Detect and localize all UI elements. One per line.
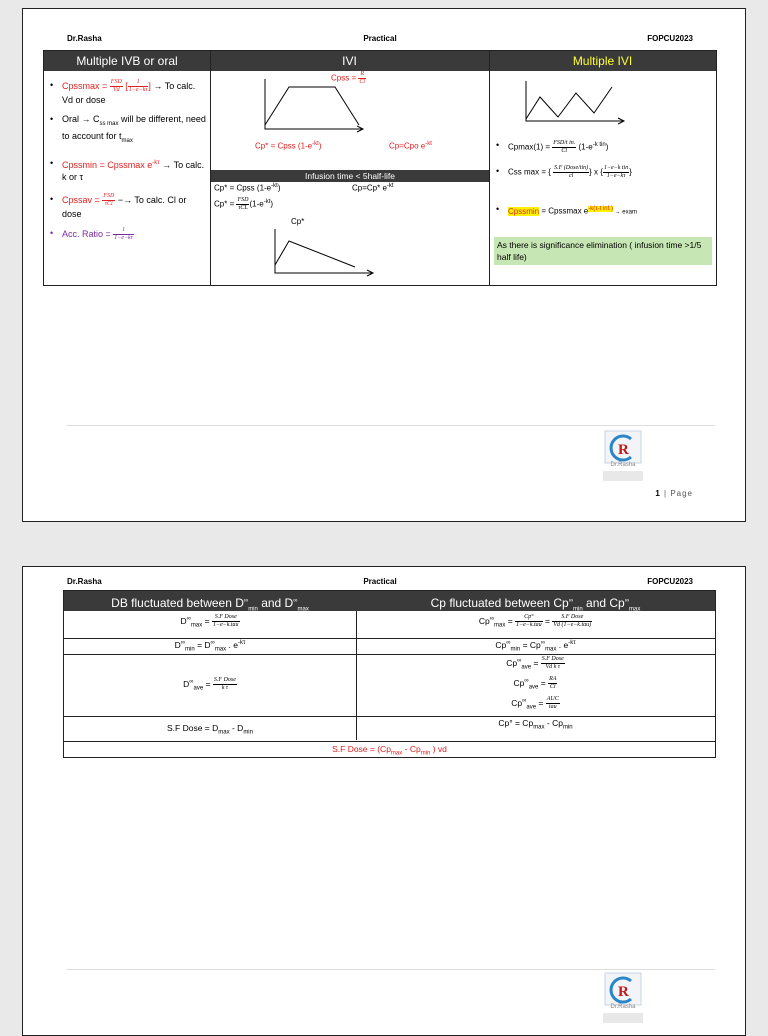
cpave-equation-2: $Cp^\infty_{ave}$ = $\frac{RA}{Cl}$ <box>513 676 557 691</box>
cpmax-equation: $Cp^\infty_{max}$ = $\frac{Cp^\circ}{\text{1−e−k.tau}}$ = $\frac{\text{S.F Dose}}{\text{Vd (1−e−k.tau)}}$ <box>478 614 592 629</box>
sf-dose-equation: S.F Dose = $D_{max} - D_{min}$ <box>167 723 253 736</box>
row-divider <box>64 638 715 639</box>
list-item: • Oral → $C_{ss max}$ will be different, need to account for $t_{max}$ <box>50 114 206 144</box>
list-item: • Css max = { $\frac{\text{S.F (Dose/tin)}}{cl}$ } x { $\frac{\text{1−e−k tin}}{1-e-k\tau}$ } <box>496 165 632 179</box>
row-divider <box>64 741 715 742</box>
fraction: $\frac{\text{S.F Dose}}{\text{Vd k τ}}$ <box>541 656 564 670</box>
fluctuation-table <box>63 590 716 758</box>
highlighted-cpssmin: Cpssmin <box>508 206 540 216</box>
fraction: $\frac{RA}{Cl}$ <box>549 676 557 690</box>
page-header <box>67 577 693 589</box>
cpssmax-label: Cpssmax = <box>62 80 108 91</box>
fraction: $\frac{Cp^\circ}{\text{1−e−k.tau}}$ <box>516 614 542 628</box>
list-item: • Cpmax(1) = $\frac{\text{FSD/t in.}}{Cl}$ $(1-e^{-k tin})$ <box>496 140 609 155</box>
cp-star-equation-2: Cp* = Cpss $(1-e^{-kt})$ <box>214 183 281 193</box>
cpss-equation: Cpss = $\frac{R}{Cl}$ <box>331 71 366 85</box>
header-title: Practical <box>363 577 397 586</box>
header-author: Dr.Rasha <box>67 34 102 43</box>
header-code: FOPCU2023 <box>647 34 693 43</box>
header-code: FOPCU2023 <box>647 577 693 586</box>
header-author: Dr.Rasha <box>67 577 102 586</box>
col-multiple-ivb <box>44 71 210 285</box>
footer-divider <box>67 425 715 426</box>
fraction: $\frac{1}{1-e-k\tau}$ <box>128 79 148 93</box>
sf-dose-vd-equation: S.F Dose = ($Cp_{max} - Cp_{min}$ ) vd <box>332 744 447 757</box>
page-1 <box>22 8 746 522</box>
fraction: $\frac{\text{S.F (Dose/tin)}}{cl}$ <box>554 165 589 179</box>
fraction: $\frac{1}{1-e-k\tau}$ <box>114 226 133 241</box>
graph-label-cp-star: Cp* <box>291 217 305 226</box>
fraction: $\frac{\text{FSD}}{\text{τCL}}$ <box>237 197 249 211</box>
short-infusion-graph <box>269 227 379 279</box>
fraction: $\frac{\text{FSD}}{Vd}$ <box>110 79 122 93</box>
header-cp-fluctuated: Cp fluctuated between $Cp^\infty_{min}$ and $Cp^\infty_{max}$ <box>430 596 641 613</box>
fraction: $\frac{\text{1−e−k tin}}{1-e-k\tau}$ <box>603 165 629 179</box>
fraction: $\frac{\text{FSD/t in.}}{Cl}$ <box>553 140 576 155</box>
fraction: $\frac{\text{S.F Dose}}{\text{k τ}}$ <box>213 677 236 691</box>
header-db-fluctuated: DB fluctuated between $D^\infty_{min}$ and $D^\infty_{max}$ <box>111 596 309 613</box>
dave-equation: $D^\infty_{ave}$ = $\frac{\text{S.F Dose}}{\text{k τ}}$ <box>183 677 236 692</box>
cp-decay-equation-2: Cp=Cp* $e^{-kt}$ <box>352 183 394 193</box>
list-item: • Cpssav = $\frac{\text{FSD}}{\text{τCl}}$ −→ To calc. Cl or dose <box>50 192 187 219</box>
ivb-ivi-table <box>43 50 717 286</box>
header-title: Practical <box>363 34 397 43</box>
col-multiple-ivi <box>490 71 716 285</box>
svg-text:R: R <box>618 442 629 458</box>
cpmin-equation: $Cp^\infty_{min} = Cp^\infty_{max}$ . $e^{-k\tau}$ <box>495 640 576 653</box>
cp-zero-equation: $Cp^\circ = Cp_{max} - Cp_{min}$ <box>498 718 573 731</box>
list-item: • Acc. Ratio = $\frac{1}{1-e-k\tau}$ <box>50 226 133 241</box>
logo-caption: Dr.Rasha <box>610 1004 636 1010</box>
fraction: $\frac{\text{FSD}}{\text{τCl}}$ <box>103 192 115 207</box>
table-header-row <box>64 591 715 611</box>
header-multiple-ivb: Multiple IVB or oral <box>76 54 178 68</box>
page-header <box>67 34 693 46</box>
cp-star-fsd-equation: Cp* = $\frac{\text{FSD}}{\text{τCL}}$ $(1-e^{-kt})$ <box>214 197 274 211</box>
infusion-time-bar: Infusion time < 5half-life <box>211 170 489 182</box>
list-item: • Cpssmin = Cpssmax $e^{-k\tau} \to To$ calc. k or τ <box>50 157 205 182</box>
fraction: $\frac{\text{S.F Dose}}{\text{Vd (1−e−k.tau)}}$ <box>553 614 592 628</box>
footer-divider <box>67 969 715 970</box>
cpave-equation-1: $Cp^\infty_{ave}$ = $\frac{\text{S.F Dose}}{\text{Vd k τ}}$ <box>506 656 564 671</box>
logo-caption: Dr.Rasha <box>610 462 636 468</box>
list-item: • Cpssmax = $\frac{\text{FSD}}{Vd}$ [ $\frac{1}{1-e-k\tau}$ ] → To calc. Vd or dose <box>50 79 196 105</box>
fraction: $\frac{R}{Cl}$ <box>359 71 366 85</box>
fraction: $\frac{\text{AUC}}{\text{tau}}$ <box>546 696 559 710</box>
table-header-row <box>44 51 716 71</box>
logo-icon <box>601 429 645 481</box>
header-multiple-ivi: Multiple IVI <box>572 54 633 68</box>
cpssmax-purpose: → To calc. Vd or dose <box>62 80 196 105</box>
dr-rasha-logo <box>601 429 645 481</box>
dmin-equation: $D^\infty_{min} = D^\infty_{max}$ . $e^{-k\tau}$ <box>174 640 246 653</box>
header-ivi: IVI <box>342 54 357 68</box>
row-divider <box>64 654 715 655</box>
cp-decay-equation: Cp=Cpo $e^{-kt}$ <box>389 141 432 151</box>
row-divider <box>64 716 715 717</box>
multiple-infusion-graph <box>520 79 630 127</box>
svg-text:R: R <box>618 984 629 1000</box>
logo-icon <box>601 971 645 1023</box>
page-2 <box>22 566 746 1036</box>
fraction: $\frac{\text{S.F Dose}}{\text{1−e−k.tau}}$ <box>212 614 239 628</box>
dmax-equation: $D^\infty_{max}$ = $\frac{\text{S.F Dose}}{\text{1−e−k.tau}}$ <box>180 614 239 629</box>
col-ivi <box>211 71 489 285</box>
page-number: 1 | Page <box>655 489 693 498</box>
elimination-note: As there is significance elimination ( infusion time >1/5 half life) <box>494 237 712 265</box>
cp-star-equation: Cp* = Cpss $(1-e^{-kt})$ <box>255 141 322 151</box>
list-item: • Cpssmin = Cpssmax $e^{-k(\tau-t inf.)}$ → exam <box>496 204 637 216</box>
dr-rasha-logo <box>601 971 645 1023</box>
cpave-equation-3: $Cp^\infty_{ave}$ = $\frac{\text{AUC}}{\text{tau}}$ <box>511 696 559 711</box>
